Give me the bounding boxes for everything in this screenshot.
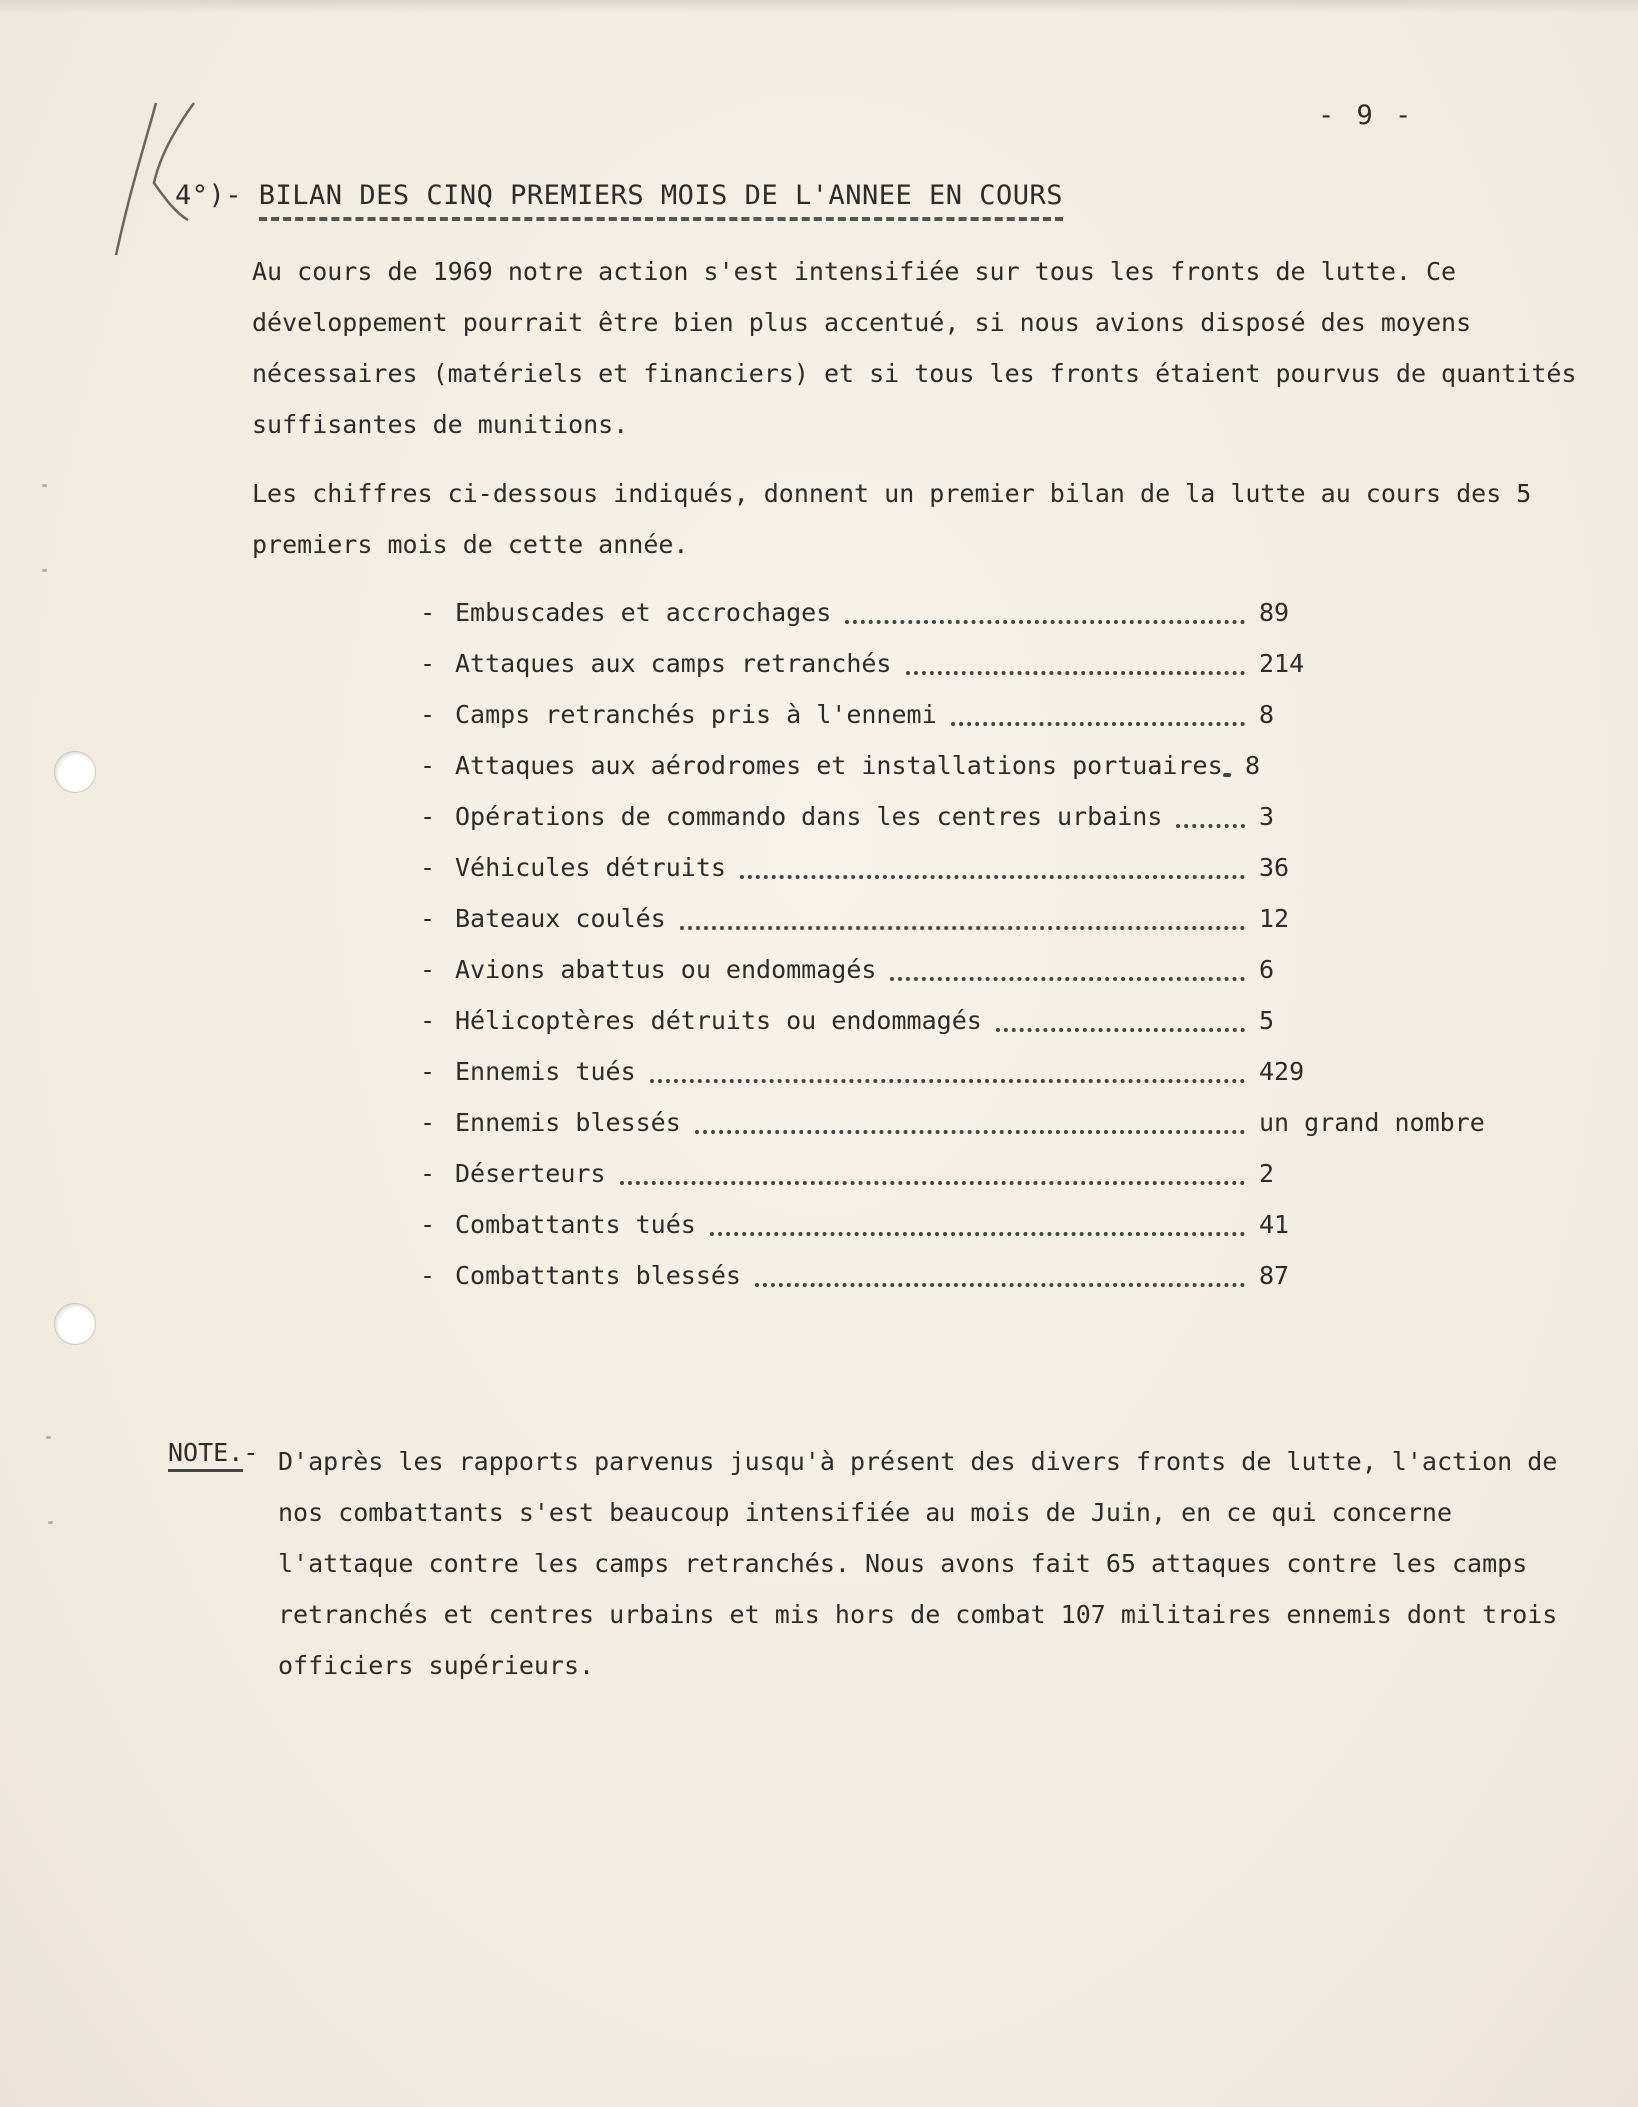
list-dash: - [420,598,436,627]
stat-label: Ennemis blessés [455,1108,681,1137]
list-dash: - [420,853,436,882]
stat-value: 2 [1259,1159,1275,1188]
stat-value: 214 [1259,649,1305,678]
list-item [420,944,1600,995]
stat-value: 429 [1259,1057,1305,1086]
list-item [420,1250,1600,1301]
dot-leader [755,1283,1245,1287]
list-dash: - [420,649,436,678]
list-dash: - [420,955,436,984]
list-dash: - [420,700,436,729]
dot-leader [680,926,1245,930]
list-dash: - [420,904,436,933]
list-item [420,1148,1600,1199]
dot-leader [695,1130,1245,1134]
figures-intro-paragraph: Les chiffres ci-dessous indiqués, donnent un premier bilan de la lutte au cours des 5 premiers mois de cette année. [252,479,1532,559]
stat-value: 87 [1259,1261,1290,1290]
stat-label: Combattants tués [455,1210,696,1239]
list-dash: - [420,751,436,780]
paper-speck [42,569,47,572]
list-item [420,1046,1600,1097]
dot-leader [710,1232,1245,1236]
note-label [168,1438,258,1467]
dot-leader [996,1028,1245,1032]
page-number: - 9 - [1318,100,1415,131]
dot-leader [1176,824,1245,828]
stat-label: Avions abattus ou endommagés [455,955,877,984]
list-item [420,842,1600,893]
dot-leader [620,1181,1245,1185]
stats-list [420,587,1600,1301]
note-paragraph [278,1436,1578,1691]
list-item [420,689,1600,740]
list-item [420,740,1600,791]
list-dash: - [420,1006,436,1035]
paper-speck [46,1436,51,1439]
dot-leader [906,671,1246,675]
paper-speck [42,484,47,487]
stat-label: Embuscades et accrochages [455,598,832,627]
stat-value: 8 [1245,751,1261,780]
stat-label: Camps retranchés pris à l'ennemi [455,700,937,729]
stat-value: 36 [1259,853,1290,882]
stat-value: 41 [1259,1210,1290,1239]
list-dash: - [420,1057,436,1086]
stat-value: un grand nombre [1259,1108,1485,1137]
punch-hole [54,751,96,793]
dot-leader [951,722,1245,726]
dot-leader [890,977,1245,981]
list-dash: - [420,802,436,831]
stat-value: 12 [1259,904,1290,933]
paper-speck [48,1521,53,1524]
note-label-text: NOTE. [168,1438,243,1472]
list-item [420,995,1600,1046]
note-separator: - [243,1438,259,1467]
list-dash: - [420,1210,436,1239]
stat-value: 6 [1259,955,1275,984]
punch-hole [54,1303,96,1345]
stat-label: Hélicoptères détruits ou endommagés [455,1006,982,1035]
stat-label: Opérations de commando dans les centres urbains [455,802,1163,831]
stat-value: 3 [1259,802,1275,831]
list-dash: - [420,1108,436,1137]
stat-label: Combattants blessés [455,1261,741,1290]
list-item [420,638,1600,689]
list-item [420,1097,1600,1148]
list-item [420,893,1600,944]
list-dash: - [420,1261,436,1290]
list-item [420,791,1600,842]
stat-label: Véhicules détruits [455,853,726,882]
dot-leader [650,1079,1245,1083]
dot-leader [1223,773,1231,777]
stat-label: Déserteurs [455,1159,606,1188]
stat-label: Bateaux coulés [455,904,666,933]
stat-label: Attaques aux aérodromes et installations portuaires [455,751,1223,780]
section-title: BILAN DES CINQ PREMIERS MOIS DE L'ANNEE EN COURS [259,180,1063,221]
stat-label: Attaques aux camps retranchés [455,649,892,678]
section-heading [175,180,1063,221]
page-top-shadow [0,0,1638,14]
dot-leader [845,620,1245,624]
stat-value: 5 [1259,1006,1275,1035]
dot-leader [740,875,1245,879]
list-item [420,587,1600,638]
section-number: 4°)- [175,180,259,211]
note-text: D'après les rapports parvenus jusqu'à présent des divers fronts de lutte, l'action de nos combattants s'est beaucoup intensifiée au mois de Juin, en ce qui concerne l'attaque contre les camps retranchés. Nous avons fait 65 attaques contre les camps retranchés et centres urbains et mis hors de combat 107 militaires ennemis dont trois officiers supérieurs. [278,1447,1558,1680]
list-item [420,1199,1600,1250]
stat-label: Ennemis tués [455,1057,636,1086]
stat-value: 89 [1259,598,1290,627]
list-dash: - [420,1159,436,1188]
intro-paragraph: Au cours de 1969 notre action s'est intensifiée sur tous les fronts de lutte. Ce développement pourrait être bien plus accentué, si nous avions disposé des moyens nécessaires (matériels et financiers) et si tous les fronts étaient pourvus de quantités suffisantes de munitions. [252,257,1577,439]
stat-value: 8 [1259,700,1275,729]
